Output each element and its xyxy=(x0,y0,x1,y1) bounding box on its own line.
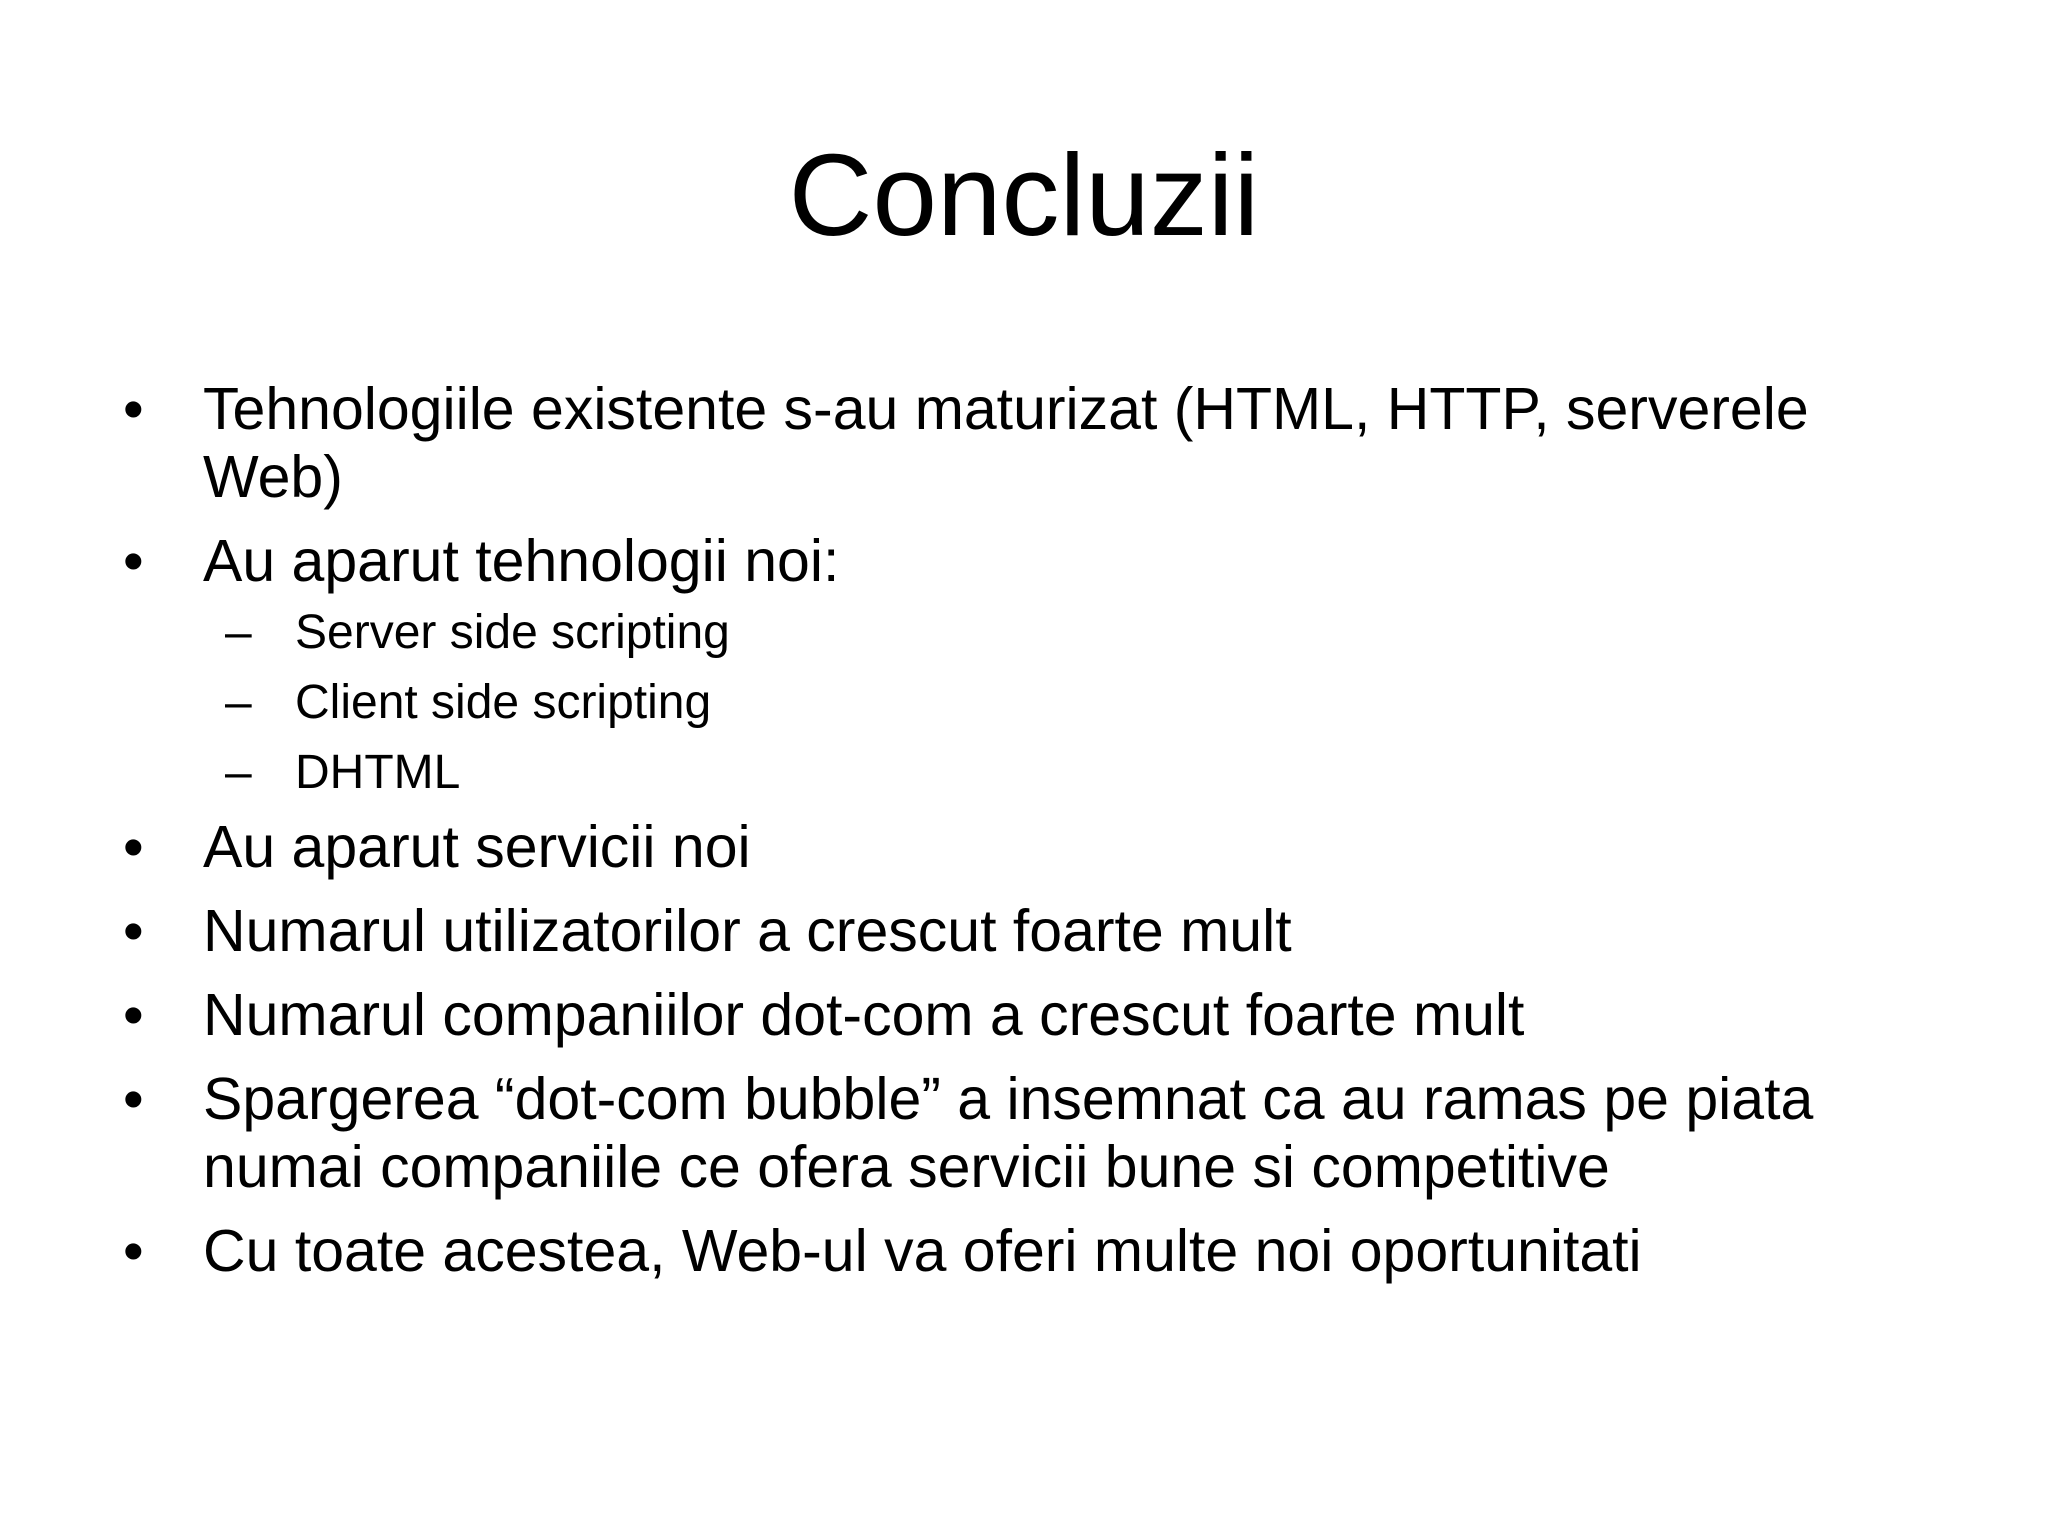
list-item xyxy=(120,897,1950,965)
list-item-text: Au aparut servicii noi xyxy=(203,814,751,880)
dash-icon: – xyxy=(225,606,252,659)
sub-list-item xyxy=(120,603,1950,663)
sub-list-item-text: DHTML xyxy=(295,746,461,799)
sub-list xyxy=(120,603,1950,803)
sub-list-item-text: Client side scripting xyxy=(295,676,712,729)
list-item xyxy=(120,813,1950,881)
list-item xyxy=(120,1065,1950,1201)
bullet-icon: • xyxy=(123,898,144,964)
bullet-icon: • xyxy=(123,814,144,880)
sub-list-item xyxy=(120,743,1950,803)
list-item xyxy=(120,527,1950,595)
bullet-list xyxy=(120,375,1950,1301)
list-item-text: Numarul companiilor dot-com a crescut foarte mult xyxy=(203,982,1525,1048)
list-item xyxy=(120,375,1950,511)
list-item-text: Tehnologiile existente s-au maturizat (HTML, HTTP, serverele Web) xyxy=(203,376,1809,510)
bullet-icon: • xyxy=(123,528,144,594)
bullet-icon: • xyxy=(123,982,144,1048)
bullet-icon: • xyxy=(123,1218,144,1284)
sub-list-item-text: Server side scripting xyxy=(295,606,730,659)
list-item-text: Spargerea “dot-com bubble” a insemnat ca au ramas pe piata numai companiile ce ofera servicii bune si competitive xyxy=(203,1066,1814,1200)
list-item xyxy=(120,981,1950,1049)
list-item-text: Au aparut tehnologii noi: xyxy=(203,528,840,594)
dash-icon: – xyxy=(225,746,252,799)
sub-list-item xyxy=(120,673,1950,733)
dash-icon: – xyxy=(225,676,252,729)
bullet-icon: • xyxy=(123,376,144,442)
bullet-icon: • xyxy=(123,1066,144,1132)
slide-title: Concluzii xyxy=(788,130,1260,260)
list-item-text: Cu toate acestea, Web-ul va oferi multe noi oportunitati xyxy=(203,1218,1642,1284)
list-item xyxy=(120,1217,1950,1285)
list-item-text: Numarul utilizatorilor a crescut foarte mult xyxy=(203,898,1292,964)
